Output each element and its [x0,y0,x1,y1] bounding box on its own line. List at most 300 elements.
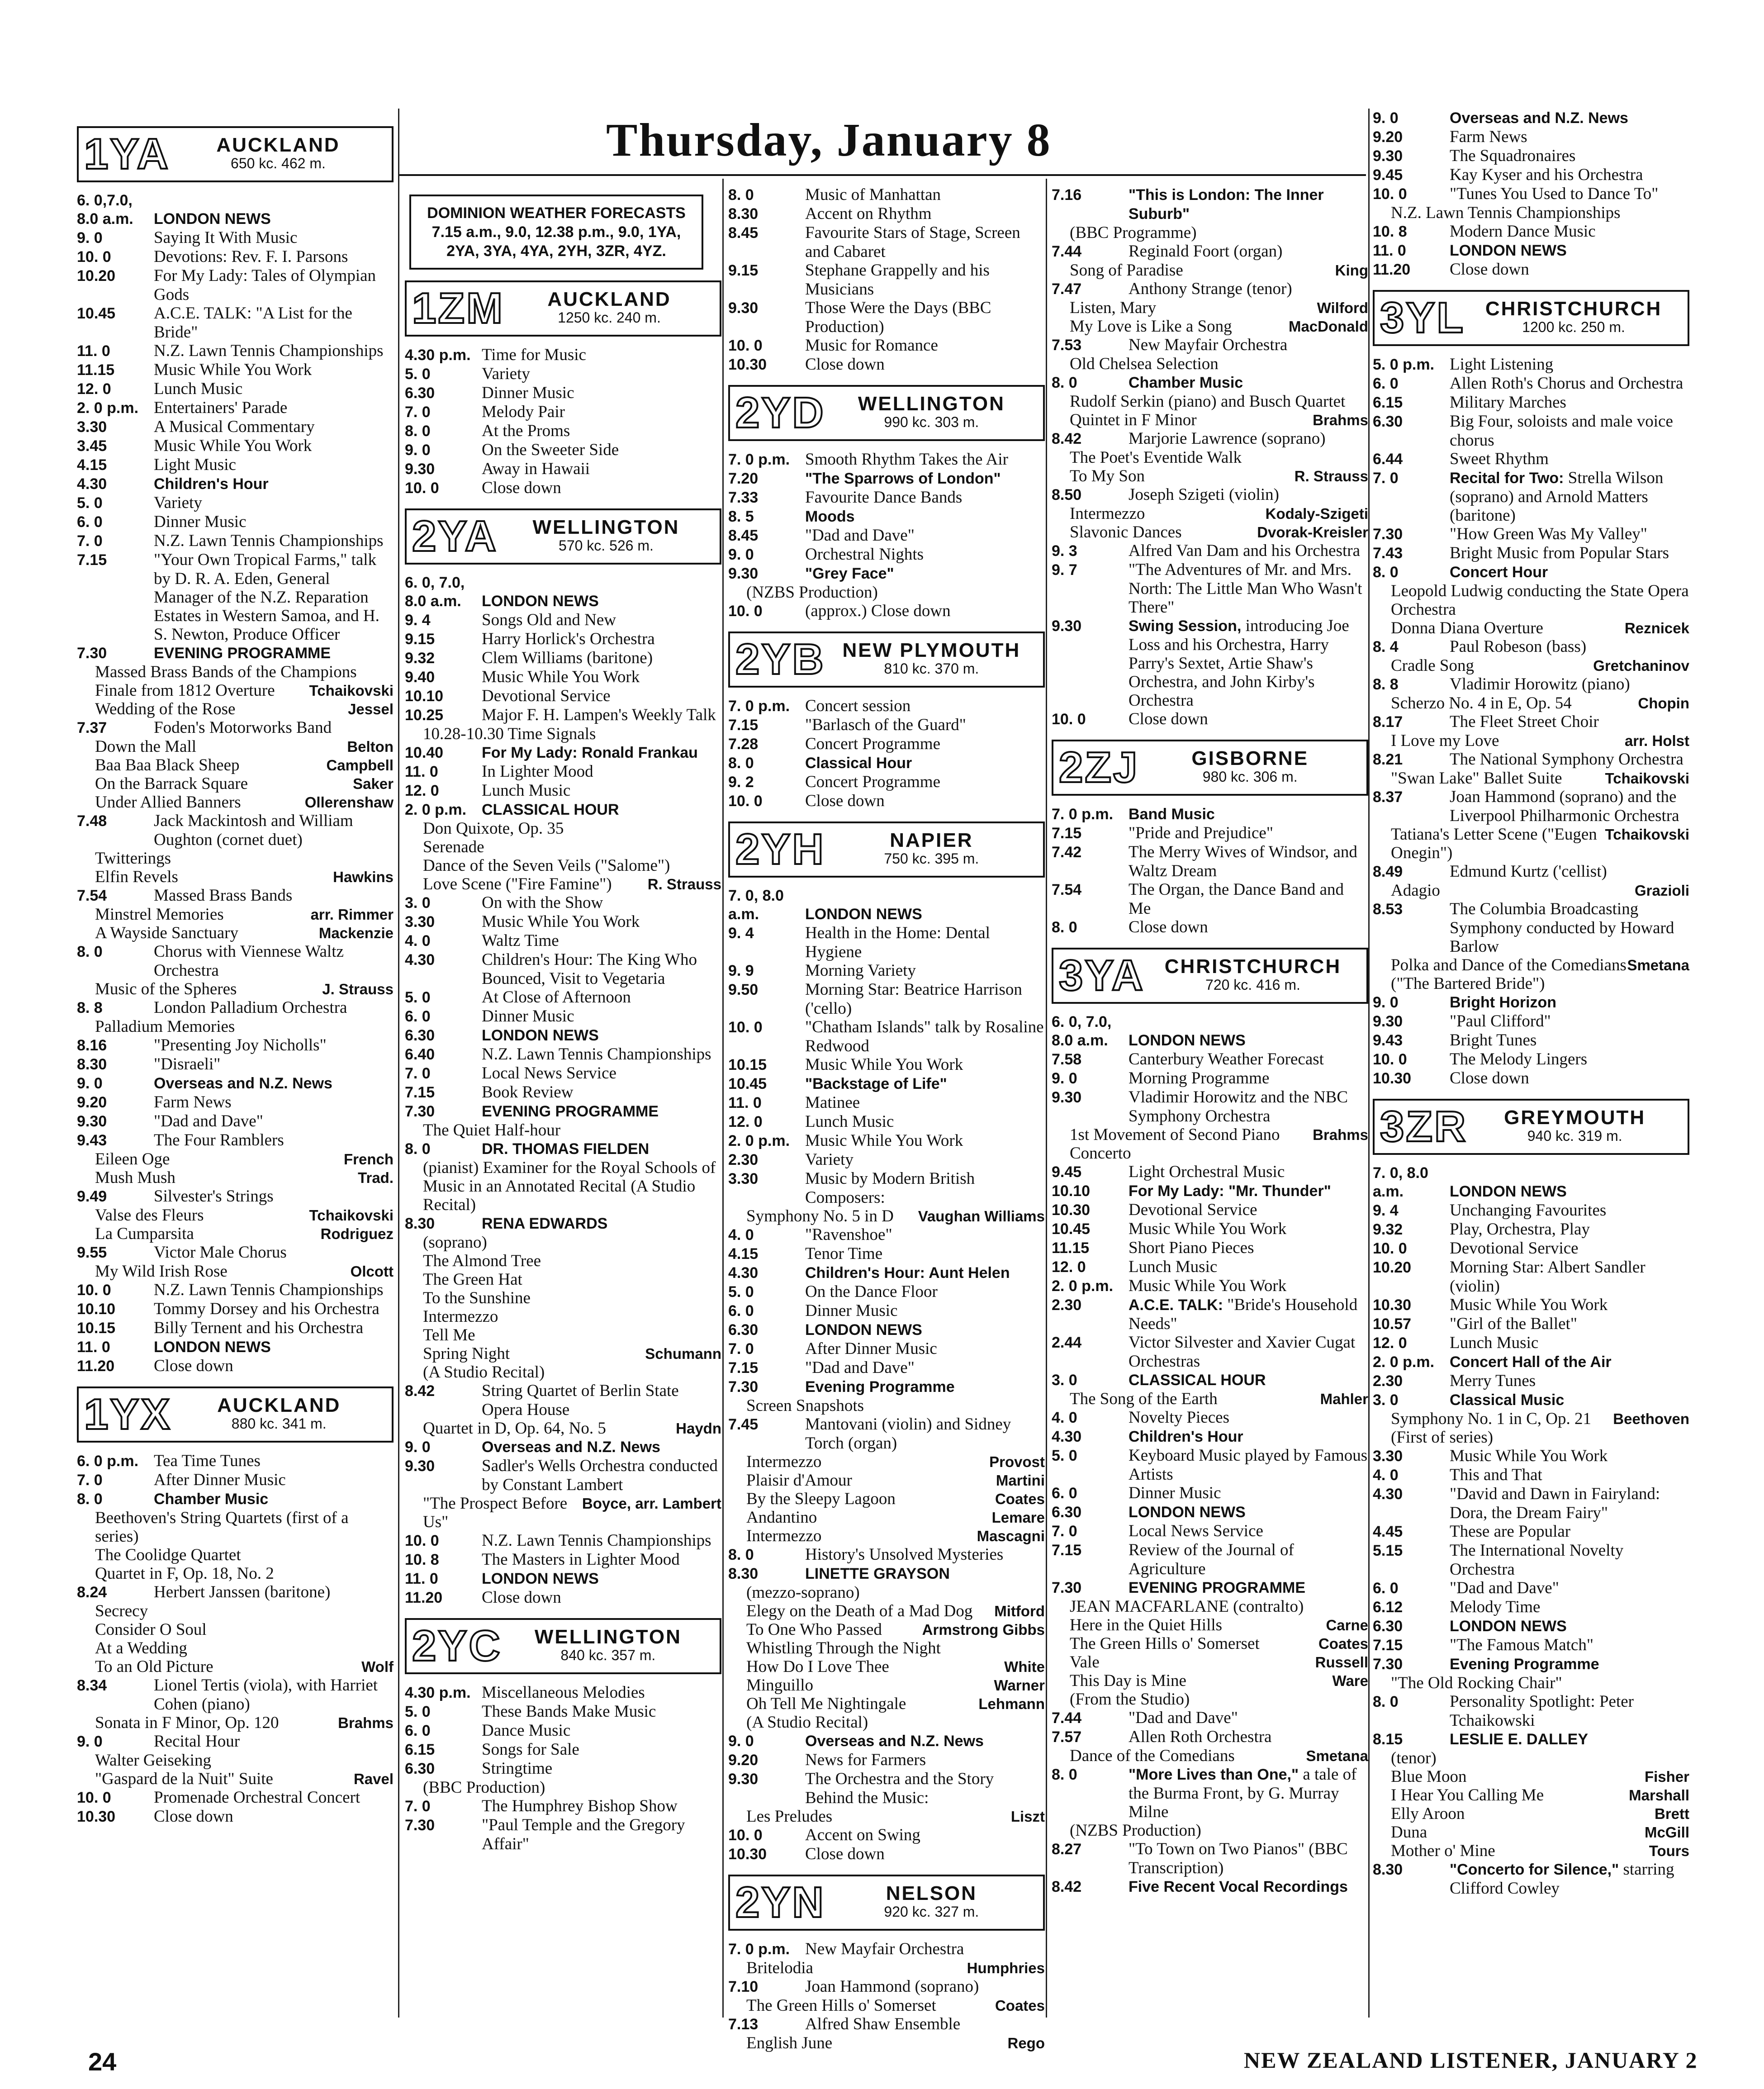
programme-detail [1052,355,1368,373]
detail-text: Les Preludes [746,1807,833,1826]
entry-time: 10. 0 [77,1282,111,1299]
programme-entry [77,1338,394,1357]
entry-text: This and That [1450,1466,1542,1484]
programme-entry [1373,1012,1689,1031]
programme-entry [405,1382,721,1419]
programme-entry [728,1320,1045,1339]
entry-text: Short Piano Pieces [1129,1239,1254,1257]
entry-text: Melody Time [1450,1598,1541,1616]
detail-text: Minguillo [746,1676,814,1695]
programme-entry [77,812,394,849]
programme-entry [1052,1220,1368,1239]
entry-time: 10.45 [1052,1220,1091,1238]
programme-entry [1373,393,1689,412]
programme-entry [77,1187,394,1206]
entry-text: "Girl of the Ballet" [1450,1315,1577,1333]
station-city: AUCKLAND [217,1394,341,1416]
entry-time: 3.45 [77,437,107,455]
programme-entry [1052,1013,1368,1050]
entry-time: 10. 0 [405,480,439,497]
entry-text: Accent on Rhythm [805,204,932,223]
entry-text: Morning Variety [805,961,916,980]
entry-text: These Bands Make Music [482,1702,656,1721]
station-callsign: 2YD [735,389,825,437]
entry-text: a tale of the Burma Front, by G. Murray Milne [1129,1765,1357,1821]
detail-text: 10.28-10.30 Time Signals [423,725,596,743]
entry-composer: Vaughan Williams [918,1208,1045,1225]
programme-detail [1373,1749,1689,1767]
entry-text: Local News Service [1129,1522,1263,1540]
programme-entry [728,1263,1045,1282]
detail-text: (From the Studio) [1070,1690,1190,1709]
programme-entry [405,630,721,649]
programme-detail [77,868,394,886]
entry-time: 7.15 [1052,825,1082,842]
entry-text: "Bride's Household Needs" [1129,1296,1358,1333]
entry-time: 6.30 [405,385,435,402]
programme-entry [1052,1182,1368,1201]
entry-time: 10. 0 [728,793,763,810]
entry-highlight: Chamber Music [1129,374,1243,391]
station-callsign: 2YC [412,1622,502,1670]
entry-composer: Brett [1654,1805,1689,1822]
programme-detail [728,583,1045,602]
programme-entry [1373,637,1689,656]
entry-highlight: "Concerto for Silence," [1450,1861,1619,1878]
entry-composer: Haydn [676,1420,721,1437]
programme-entry [728,1977,1045,1996]
programme-detail [1052,317,1368,336]
programme-entry [77,1036,394,1055]
entry-text: Children's Hour: The King Who Bounced, Visit to Vegetaria [482,950,697,988]
entry-time: 10. 0 [1052,711,1086,728]
entry-highlight: LONDON NEWS [482,1027,599,1044]
detail-text: The Almond Tree [423,1252,541,1270]
entry-time: 12. 0 [77,380,111,398]
programme-entry [1052,1408,1368,1427]
entry-text: Devotional Service [1129,1201,1257,1219]
entry-time: 10. 0 [1373,1051,1407,1068]
programme-detail [1052,1125,1368,1163]
entry-text: Music While You Work [1450,1447,1608,1465]
detail-text: The Green Hat [423,1270,522,1289]
station-info [504,290,714,327]
entry-highlight: LONDON NEWS [805,1321,922,1339]
programme-entry [77,886,394,905]
programme-detail [728,1583,1045,1602]
programme-detail [728,1396,1045,1415]
station-frequency: 1250 kc. 240 m. [558,309,661,326]
programme-entry [1052,805,1368,824]
entry-time: 10.15 [77,1320,116,1337]
entry-composer: Liszt [1010,1808,1045,1825]
programme-detail [405,1494,721,1531]
entry-time: 9.30 [1052,617,1082,635]
programme-detail [1052,1747,1368,1765]
programme-entry [728,1301,1045,1320]
detail-text: Mother o' Mine [1391,1842,1495,1860]
entry-time: 9. 4 [1373,1202,1399,1219]
entry-composer: Provost [989,1453,1045,1470]
detail-text: Minstrel Memories [95,905,224,924]
station-frequency: 810 kc. 370 m. [884,660,979,677]
programme-entry [405,1026,721,1045]
page-title: Thursday, January 8 [606,114,1052,166]
programme-entry [405,1721,721,1740]
detail-text: At a Wedding [95,1639,187,1657]
detail-text: To One Who Passed Whistling Through the Night [746,1620,941,1657]
programme-entry [1052,1239,1368,1258]
programme-detail [1373,1823,1689,1842]
entry-text: Close down [482,479,561,497]
programme-entry [1373,166,1689,185]
entry-time: 7.20 [728,470,759,487]
entry-text: "Tunes You Used to Dance To" [1450,185,1659,203]
station-info [825,394,1038,432]
programme-entry [1373,1730,1689,1749]
programme-detail [77,793,394,812]
entry-time: 8.49 [1373,863,1403,880]
programme-entry [77,1281,394,1300]
entry-time: 12. 0 [1052,1258,1086,1276]
programme-entry [405,403,721,422]
weather-heading: DOMINION WEATHER FORECASTS [427,204,686,222]
station-info [170,136,386,173]
entry-text: Smooth Rhythm Takes the Air [805,450,1008,469]
programme-entry [1052,617,1368,710]
entry-time: 9.43 [77,1132,107,1149]
programme-entry [1373,1164,1689,1201]
programme-entry [1052,1277,1368,1296]
column-divider [722,179,724,2018]
entry-text: Strella Wilson (soprano) and Arnold Matters (baritone) [1450,469,1664,525]
entry-composer: Jessel [348,701,394,717]
entry-text: News for Farmers [805,1751,926,1769]
entry-composer: Smetana [1627,957,1689,973]
entry-time: 6. 0,7.0, 8.0 a.m. [77,192,133,228]
entry-text: Dance Music [482,1721,571,1740]
programme-entry [728,1845,1045,1864]
entry-text: Military Marches [1450,393,1566,412]
programme-entry [77,1788,394,1807]
programme-entry [728,773,1045,792]
detail-text: Elly Aroon [1391,1804,1465,1823]
entry-highlight: Children's Hour [154,475,269,493]
entry-time: 2. 0 p.m. [405,801,467,818]
entry-time: 9.30 [728,565,759,582]
programme-entry [1052,1069,1368,1088]
entry-time: 7. 0 [728,1340,754,1358]
programme-detail [77,1620,394,1639]
station-info [502,1628,714,1665]
programme-entry [1373,1692,1689,1730]
entry-time: 7.54 [1052,881,1082,898]
entry-highlight: LONDON NEWS [154,1339,271,1356]
entry-time: 7. 0 [405,404,431,421]
entry-text: Marjorie Lawrence (soprano) [1129,429,1326,448]
entry-time: 7.45 [728,1416,759,1433]
entry-time: 9. 0 [77,1733,103,1750]
entry-time: 8.34 [77,1677,107,1694]
programme-entry [728,1131,1045,1150]
entry-text: "Pride and Prejudice" [1129,824,1273,842]
weather-times: 7.15 a.m., 9.0, 12.38 p.m., 9.0, 1YA, 2YA, 3YA, 4YA, 2YH, 3ZR, 4YZ. [432,223,681,260]
programme-entry [77,342,394,361]
detail-text: Intermezzo [1070,504,1145,523]
entry-time: 7.15 [77,551,107,569]
detail-text: Old Chelsea Selection [1070,355,1219,373]
entry-text: "Ravenshoe" [805,1225,892,1244]
programme-detail [77,1751,394,1770]
entry-highlight: DR. THOMAS FIELDEN [482,1140,650,1158]
detail-text: Slavonic Dances [1070,523,1182,541]
entry-time: 9. 7 [1052,561,1077,579]
entry-highlight: LONDON NEWS [805,906,922,923]
entry-highlight: For My Lady: "Mr. Thunder" [1129,1182,1331,1200]
entry-time: 6. 0 [1052,1485,1077,1502]
entry-time: 5. 0 [405,1703,431,1720]
entry-time: 6. 0, 7.0, 8.0 a.m. [405,574,465,610]
programme-entry [1052,1522,1368,1541]
station-frequency: 880 kc. 341 m. [231,1415,327,1432]
entry-time: 8.45 [728,527,759,544]
programme-entry [1052,280,1368,299]
entry-text: Allen Roth Orchestra [1129,1728,1272,1746]
entry-time: 9.43 [1373,1032,1403,1049]
programme-entry [1052,1088,1368,1125]
entry-time: 2. 0 p.m. [77,399,139,417]
entry-text: Morning Star: Beatrice Harrison ('cello) [805,980,1022,1018]
entry-time: 7. 0, 8.0 a.m. [728,887,784,923]
entry-time: 6. 0, 7.0, 8.0 a.m. [1052,1013,1112,1049]
programme-entry [1373,355,1689,374]
programme-entry [1373,563,1689,582]
programme-detail [77,1150,394,1168]
entry-text: Close down [1450,1069,1529,1087]
programme-entry [1052,918,1368,937]
entry-text: In Lighter Mood [482,762,593,781]
programme-entry [1052,710,1368,729]
programme-entry [728,1358,1045,1377]
station-header [405,1618,721,1674]
entry-text: Vladimir Horowitz and the NBC Symphony Orchestra [1129,1088,1348,1125]
entry-highlight: EVENING PROGRAMME [482,1103,659,1120]
entry-highlight: EVENING PROGRAMME [1129,1579,1306,1596]
station-header [405,508,721,565]
entry-highlight: LESLIE E. DALLEY [1450,1731,1589,1748]
detail-text: Twitterings [95,849,171,868]
entry-text: Dinner Music [1129,1484,1221,1502]
entry-composer: Fisher [1644,1768,1689,1785]
entry-time: 8. 0 [728,186,754,204]
entry-time: 8. 8 [1373,676,1399,693]
column-divider [1368,109,1370,2018]
detail-text: Quartet in D, Op. 64, No. 5 [423,1419,606,1438]
programme-entry [405,988,721,1007]
column-divider [398,109,399,2018]
programme-entry [728,1751,1045,1770]
column-2 [405,185,721,1853]
station-city: NELSON [886,1882,977,1904]
entry-composer: Schumann [645,1345,721,1362]
station-header [77,1386,394,1443]
entry-text: For My Lady: Tales of Olympian Gods [154,266,376,304]
entry-highlight: Band Music [1129,806,1215,823]
programme-entry [1373,544,1689,563]
entry-time: 10. 0 [1373,185,1407,203]
entry-time: 7. 0 p.m. [728,698,790,715]
entry-text: starring Clifford Cowley [1450,1860,1674,1898]
station-callsign: 2YH [735,825,825,874]
programme-entry [405,1139,721,1158]
entry-text: Reginald Foort (organ) [1129,242,1283,261]
entry-time: 5. 0 [405,989,431,1006]
programme-entry [1373,788,1689,825]
entry-text: Foden's Motorworks Band [154,718,332,737]
entry-time: 7.30 [728,1378,759,1396]
programme-entry [728,261,1045,299]
station-callsign: 2YB [735,635,825,684]
detail-text: Serenade [423,838,484,856]
entry-time: 8.15 [1373,1731,1403,1748]
programme-entry [1052,541,1368,560]
entry-text: Variety [482,365,530,383]
entry-time: 4.15 [728,1245,759,1263]
entry-text: A Musical Commentary [154,418,315,436]
entry-text: Stephane Grappelly and his Musicians [805,261,990,299]
entry-time: 6.30 [405,1760,435,1777]
detail-text: The Green Hills o' Somerset [1070,1634,1260,1653]
detail-text: Spring Night [423,1344,510,1363]
programme-entry [405,1816,721,1853]
programme-detail [728,1695,1045,1713]
entry-highlight: Children's Hour [1129,1428,1243,1445]
entry-composer: McGill [1644,1824,1689,1841]
entry-text: Devotions: Rev. F. I. Parsons [154,247,348,266]
entry-time: 6.40 [405,1046,435,1063]
programme-entry [1373,1220,1689,1239]
station-city: NAPIER [890,829,973,851]
programme-entry [405,1438,721,1457]
programme-entry [405,1064,721,1083]
programme-entry [728,1415,1045,1453]
programme-detail [728,1207,1045,1225]
entry-time: 7.30 [405,1817,435,1834]
programme-detail [405,1158,721,1214]
entry-composer: Coates [995,1491,1045,1507]
programme-entry [728,792,1045,811]
entry-time: 8. 0 [1373,564,1399,581]
programme-entry [1373,147,1689,166]
entry-text: The Melody Lingers [1450,1050,1588,1068]
programme-entry [405,1759,721,1778]
detail-text: La Cumparsita [95,1225,194,1243]
programme-detail [1052,299,1368,317]
entry-highlight: Bright Horizon [1450,994,1557,1011]
detail-text: Symphony No. 5 in D [746,1207,894,1225]
station-info [1467,1108,1682,1145]
entry-text: Entertainers' Parade [154,399,288,417]
entry-text: Keyboard Music played by Famous Artists [1129,1446,1368,1484]
entry-text: The Humphrey Bishop Show [482,1797,678,1815]
station-frequency: 650 kc. 462 m. [231,155,326,171]
programme-entry [728,716,1045,735]
programme-entry [1373,1069,1689,1088]
programme-entry [405,1045,721,1064]
entry-composer: Wilford [1317,299,1368,316]
station-callsign: 3YL [1380,294,1465,342]
detail-text: (soprano) [423,1233,487,1252]
detail-text: I Hear You Calling Me [1391,1786,1544,1804]
entry-text: Music While You Work [154,437,312,455]
programme-detail [405,1252,721,1270]
detail-text: Duna [1391,1823,1427,1842]
programme-entry [1373,1617,1689,1636]
programme-entry [1052,336,1368,355]
programme-entry [1373,1353,1689,1372]
entry-time: 6. 0 p.m. [77,1453,139,1470]
detail-text: Screen Snapshots [746,1396,864,1415]
station-city: CHRISTCHURCH [1485,298,1662,320]
detail-text: English June [746,2034,833,2052]
entry-composer: Warner [994,1677,1045,1694]
entry-text: Morning Programme [1129,1069,1270,1087]
programme-entry [728,1225,1045,1244]
detail-text: This Day is Mine [1070,1671,1186,1690]
programme-entry [1373,1258,1689,1296]
entry-text: The National Symphony Orchestra [1450,750,1683,769]
entry-text: Music While You Work [805,1131,963,1150]
entry-time: 8. 0 [1052,374,1077,391]
programme-detail [77,1509,394,1546]
programme-entry [728,602,1045,621]
programme-entry [1373,750,1689,769]
detail-text: Adagio [1391,881,1440,900]
programme-entry [728,1169,1045,1207]
programme-entry [77,437,394,456]
entry-time: 6.30 [1373,413,1403,430]
entry-composer: Brahms [338,1714,394,1731]
entry-text: Music While You Work [154,361,312,379]
detail-text: "The Prospect Before Us" [423,1494,568,1531]
entry-time: 4.45 [1373,1523,1403,1540]
programme-entry [728,1940,1045,1959]
entry-time: 12. 0 [728,1113,763,1130]
entry-time: 11. 0 [1373,242,1406,259]
entry-text: Favourite Dance Bands [805,488,963,507]
programme-entry [77,1583,394,1602]
detail-text: The Quiet Half-hour [423,1121,561,1139]
programme-detail [405,1344,721,1363]
entry-text: String Quartet of Berlin State Opera House [482,1382,679,1419]
entry-time: 10.57 [1373,1315,1412,1333]
entry-text: "Disraeli" [154,1055,221,1073]
entry-highlight: LONDON NEWS [482,1570,599,1587]
entry-time: 10.30 [77,1808,116,1825]
detail-text: To the Sunshine [423,1289,531,1307]
entry-text: "Dad and Dave" [1129,1709,1238,1727]
entry-time: 7. 0 [1052,1523,1077,1540]
entry-time: 11. 0 [728,1094,762,1111]
detail-text: "Gaspard de la Nuit" Suite [95,1770,273,1788]
programme-entry [405,1797,721,1816]
programme-entry [405,706,721,725]
programme-detail [1052,1653,1368,1671]
programme-entry [728,450,1045,469]
entry-time: 10.20 [1373,1259,1412,1276]
programme-entry [77,1093,394,1112]
programme-detail [728,1602,1045,1620]
